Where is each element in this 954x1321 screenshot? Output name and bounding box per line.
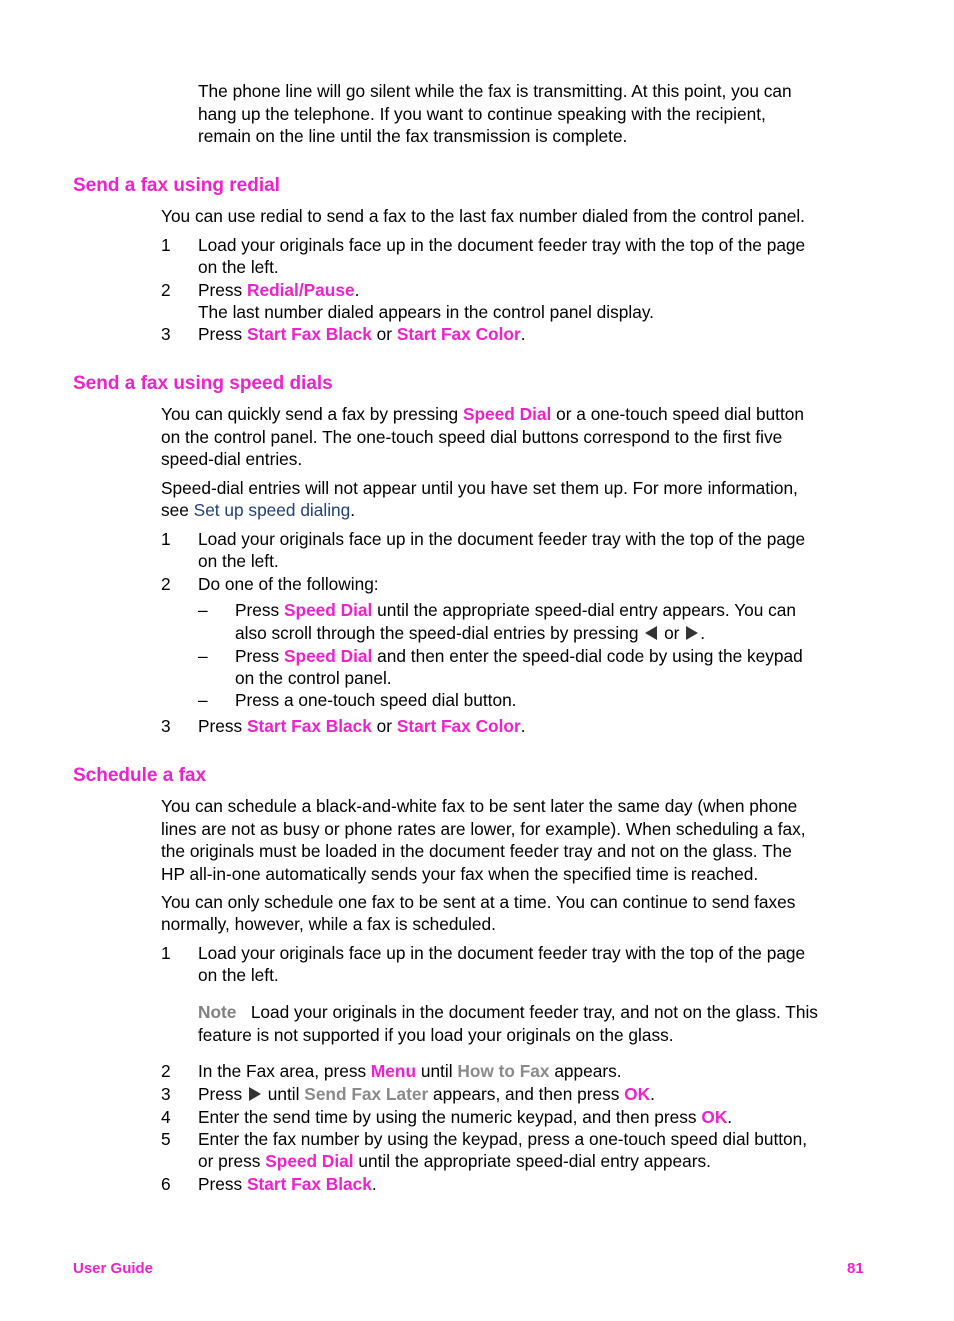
bullet-dash: – <box>198 646 208 666</box>
paragraph-line: speed-dial entries. <box>161 449 303 469</box>
right-arrow-icon <box>686 626 698 640</box>
step-text: Load your originals face up in the document feeder tray with the top of the page <box>198 529 806 549</box>
bullet-text: Press Speed Dial until the appropriate speed-dial entry appears. You can <box>235 600 797 620</box>
step-text: Press Start Fax Black or Start Fax Color. <box>198 716 526 736</box>
paragraph-line: on the control panel. The one-touch speed dial buttons correspond to the first five <box>161 427 783 447</box>
paragraph-line: HP all-in-one automatically sends your fax when the specified time is reached. <box>161 864 759 884</box>
paragraph-line: You can quickly send a fax by pressing Speed Dial or a one-touch speed dial button <box>161 404 805 424</box>
button-name: Redial/Pause <box>246 280 355 300</box>
step-number: 4 <box>161 1107 171 1127</box>
step-text: Load your originals face up in the document feeder tray with the top of the page <box>198 235 806 255</box>
step-number: 3 <box>161 324 171 344</box>
button-name: Speed Dial <box>462 404 552 424</box>
step-text: Do one of the following: <box>198 574 379 594</box>
button-name: Start Fax Black <box>246 716 372 736</box>
step-number: 1 <box>161 235 171 255</box>
button-name: OK <box>701 1107 728 1127</box>
left-arrow-icon <box>645 626 657 640</box>
step-text: on the left. <box>198 257 279 277</box>
button-name: Speed Dial <box>265 1151 354 1171</box>
bullet-text: Press a one-touch speed dial button. <box>235 690 517 710</box>
paragraph-line: see Set up speed dialing. <box>161 500 356 520</box>
step-text: Press Redial/Pause. <box>198 280 360 300</box>
note: Note Load your originals in the document feeder tray, and not on the glass. This <box>198 1002 818 1022</box>
bullet-dash: – <box>198 690 208 710</box>
bullet-text: Press Speed Dial and then enter the speed-dial code by using the keypad <box>235 646 803 666</box>
step-number: 3 <box>161 716 171 736</box>
step-number: 2 <box>161 280 171 300</box>
paragraph-line: the originals must be loaded in the document feeder tray and not on the glass. The <box>161 841 792 861</box>
page-number: 81 <box>847 1260 864 1277</box>
button-name: Start Fax Color <box>396 716 521 736</box>
note-text: feature is not supported if you load your originals on the glass. <box>198 1025 674 1045</box>
display-text: Send Fax Later <box>304 1084 429 1104</box>
step-number: 3 <box>161 1084 171 1104</box>
paragraph-line: Speed-dial entries will not appear until you have set them up. For more information, <box>161 478 798 498</box>
intro-line: remain on the line until the fax transmission is complete. <box>198 126 628 146</box>
button-name: Start Fax Black <box>246 1174 372 1194</box>
step-number: 5 <box>161 1129 171 1149</box>
step-number: 1 <box>161 529 171 549</box>
step-text: Press Start Fax Black. <box>198 1174 377 1194</box>
button-name: Start Fax Color <box>396 324 521 344</box>
step-text: or press Speed Dial until the appropriate speed-dial entry appears. <box>198 1151 711 1171</box>
display-text: How to Fax <box>457 1061 550 1081</box>
step-text: on the left. <box>198 965 279 985</box>
bullet-dash: – <box>198 600 208 620</box>
step-text: on the left. <box>198 551 279 571</box>
bullet-text: on the control panel. <box>235 668 392 688</box>
button-name: Speed Dial <box>283 646 373 666</box>
step-text: In the Fax area, press Menu until How to Fax appears. <box>198 1061 622 1081</box>
step-text: Enter the fax number by using the keypad, press a one-touch speed dial button, <box>198 1129 808 1149</box>
paragraph: You can use redial to send a fax to the last fax number dialed from the control panel. <box>161 206 805 226</box>
button-name: OK <box>624 1084 651 1104</box>
note-label: Note <box>198 1002 237 1022</box>
intro-line: The phone line will go silent while the fax is transmitting. At this point, you can <box>198 81 792 101</box>
step-number: 2 <box>161 1061 171 1081</box>
paragraph-line: You can only schedule one fax to be sent at a time. You can continue to send faxes <box>161 892 796 912</box>
set-up-speed-dialing-link[interactable]: Set up speed dialing <box>193 500 351 520</box>
step-text: Press Start Fax Black or Start Fax Color. <box>198 324 526 344</box>
footer-title: User Guide <box>73 1260 154 1277</box>
bullet-text: also scroll through the speed-dial entries by pressing or . <box>235 623 706 643</box>
step-text: Press until Send Fax Later appears, and then press OK. <box>198 1084 655 1104</box>
paragraph-line: normally, however, while a fax is scheduled. <box>161 914 496 934</box>
step-number: 2 <box>161 574 171 594</box>
intro-line: hang up the telephone. If you want to continue speaking with the recipient, <box>198 104 766 124</box>
paragraph-line: You can schedule a black-and-white fax to be sent later the same day (when phone <box>161 796 798 816</box>
button-name: Menu <box>370 1061 417 1081</box>
right-arrow-icon <box>249 1087 261 1101</box>
step-text: Enter the send time by using the numeric keypad, and then press OK. <box>198 1107 733 1127</box>
step-text: The last number dialed appears in the control panel display. <box>198 302 654 322</box>
step-text: Load your originals face up in the document feeder tray with the top of the page <box>198 943 806 963</box>
section-heading: Send a fax using redial <box>73 175 280 196</box>
button-name: Start Fax Black <box>246 324 372 344</box>
section-heading: Schedule a fax <box>73 765 207 786</box>
paragraph-line: lines are not as busy or phone rates are lower, for example). When scheduling a fax, <box>161 819 806 839</box>
section-heading: Send a fax using speed dials <box>73 373 333 394</box>
step-number: 1 <box>161 943 171 963</box>
button-name: Speed Dial <box>283 600 373 620</box>
step-number: 6 <box>161 1174 171 1194</box>
